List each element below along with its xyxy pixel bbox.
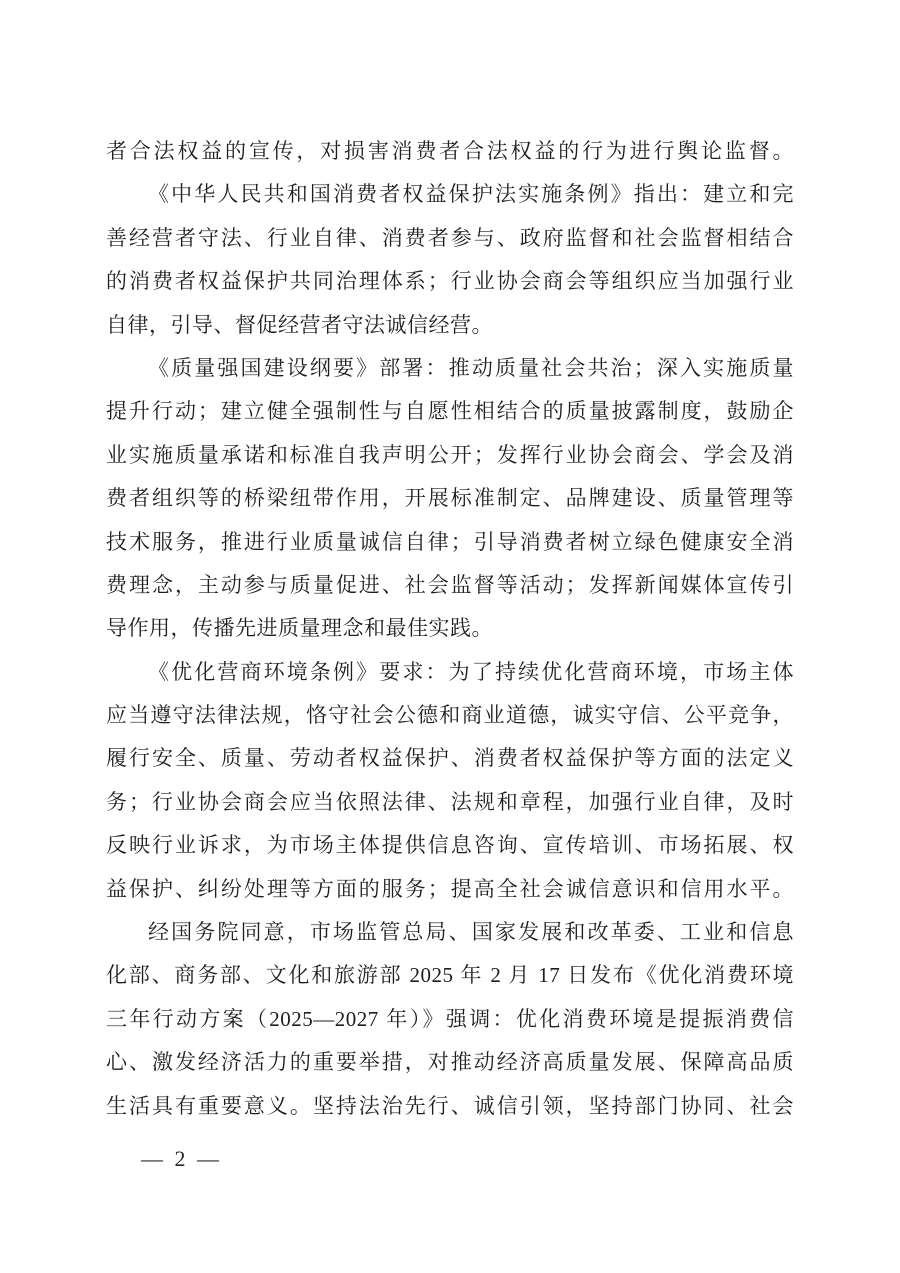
text-line: 善经营者守法、行业自律、消费者参与、政府监督和社会监督相结合 bbox=[106, 225, 794, 250]
text-line: 导作用，传播先进质量理念和最佳实践。 bbox=[106, 616, 493, 641]
text-line: 《质量强国建设纲要》部署：推动质量社会共治；深入实施质量 bbox=[148, 355, 794, 380]
text-line: 费者组织等的桥梁纽带作用，开展标准制定、品牌建设、质量管理等 bbox=[106, 486, 794, 511]
text-line: 费理念，主动参与质量促进、社会监督等活动；发挥新闻媒体宣传引 bbox=[106, 572, 794, 597]
text-line: 《中华人民共和国消费者权益保护法实施条例》指出：建立和完 bbox=[148, 182, 794, 207]
text-line: 者合法权益的宣传，对损害消费者合法权益的行为进行舆论监督。 bbox=[106, 139, 794, 163]
text-line: 技术服务，推进行业质量诚信自律；引导消费者树立绿色健康安全消 bbox=[106, 529, 794, 554]
text-line: 自律，引导、督促经营者守法诚信经营。 bbox=[106, 312, 493, 337]
text-line: 履行安全、质量、劳动者权益保护、消费者权益保护等方面的法定义 bbox=[106, 746, 794, 771]
text-line: 应当遵守法律法规，恪守社会公德和商业道德，诚实守信、公平竞争， bbox=[106, 703, 794, 728]
page-number: — 2 — bbox=[141, 1146, 222, 1171]
text-line: 三年行动方案（2025—2027 年）》强调：优化消费环境是提振消费信 bbox=[106, 1006, 794, 1031]
text-line: 化部、商务部、文化和旅游部 2025 年 2 月 17 日发布《优化消费环境 bbox=[106, 963, 794, 988]
text-line: 心、激发经济活力的重要举措，对推动经济高质量发展、保障高品质 bbox=[106, 1050, 794, 1075]
text-line: 反映行业诉求，为市场主体提供信息咨询、宣传培训、市场拓展、权 bbox=[106, 833, 794, 858]
text-block bbox=[106, 130, 794, 1128]
text-line: 益保护、纠纷处理等方面的服务；提高全社会诚信意识和信用水平。 bbox=[106, 876, 794, 901]
text-line: 业实施质量承诺和标准自我声明公开；发挥行业协会商会、学会及消 bbox=[106, 442, 794, 467]
text-line: 经国务院同意，市场监管总局、国家发展和改革委、工业和信息 bbox=[148, 920, 794, 945]
text-line: 的消费者权益保护共同治理体系；行业协会商会等组织应当加强行业 bbox=[106, 269, 794, 294]
text-line: 务；行业协会商会应当依照法律、法规和章程，加强行业自律，及时 bbox=[106, 789, 794, 814]
text-line: 提升行动；建立健全强制性与自愿性相结合的质量披露制度，鼓励企 bbox=[106, 399, 794, 424]
text-line: 《优化营商环境条例》要求：为了持续优化营商环境，市场主体 bbox=[148, 659, 794, 684]
text-line: 生活具有重要意义。坚持法治先行、诚信引领，坚持部门协同、社会 bbox=[106, 1093, 794, 1118]
